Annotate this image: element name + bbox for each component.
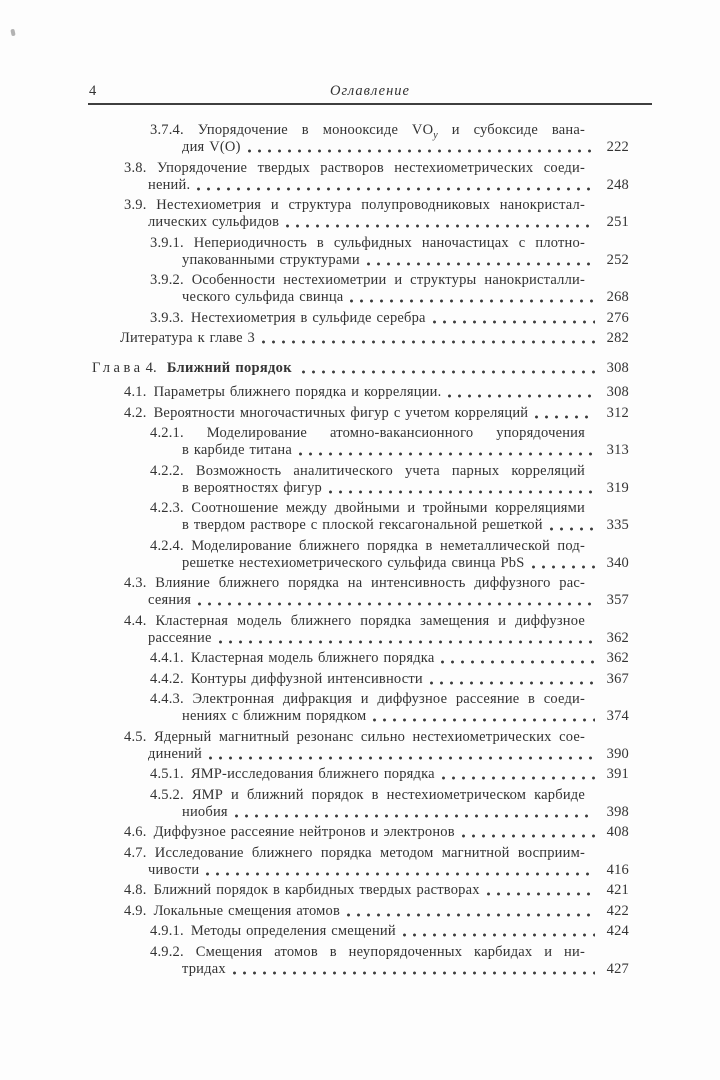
page-ref: 252	[606, 251, 629, 268]
entry-number: 4.9.	[124, 902, 147, 919]
toc-entry-line1	[88, 671, 629, 688]
toc-entry-line2	[88, 961, 629, 978]
chapter-label: Глава	[92, 360, 144, 376]
toc-entry-line1	[88, 766, 629, 783]
dot-leader	[433, 320, 595, 324]
toc-entry	[88, 944, 629, 978]
entry-title: Моделирование ближнего порядка в неметаллической под-	[191, 537, 585, 554]
toc-entry-line2	[88, 480, 629, 497]
toc-entry	[88, 729, 629, 763]
toc-entry-line2	[88, 214, 629, 231]
page-ref: 422	[606, 902, 629, 919]
page-ref: 362	[606, 650, 629, 666]
toc-entry	[88, 845, 629, 879]
toc-entry-line1	[88, 405, 629, 422]
entry-title: Смещения атомов в неупорядоченных карбидах и ни-	[195, 943, 586, 960]
entry-title: ЯМР и ближний порядок в нестехиометрическом карбиде	[191, 786, 585, 803]
dot-leader	[373, 718, 595, 722]
toc-entry-line1	[88, 272, 629, 289]
entry-title: Ядерный магнитный резонанс сильно нестехиометрических сое-	[154, 728, 586, 745]
page-ref: 251	[606, 214, 629, 230]
toc-entry-line2	[88, 252, 629, 269]
dot-leader	[198, 602, 595, 606]
entry-number: 4.1.	[124, 384, 147, 400]
entry-title: Локальные смещения атомов	[153, 902, 340, 919]
page-ref: 362	[606, 629, 629, 646]
entry-number: 4.5.1.	[150, 766, 184, 782]
page-ref: 357	[606, 592, 629, 608]
toc-entry-line1	[88, 729, 629, 746]
toc-entry-line2	[88, 517, 629, 534]
dot-leader	[441, 660, 595, 664]
page-ref: 312	[606, 404, 629, 421]
toc-entry-line1	[88, 923, 629, 940]
entry-title: Ближний порядок в карбидных твердых растворах	[153, 882, 480, 898]
page-ref: 427	[606, 960, 629, 977]
entry-title: ЯМР-исследования ближнего порядка	[190, 766, 435, 782]
entry-title-continuation: дия V(O)	[182, 139, 241, 155]
dot-leader	[462, 834, 595, 838]
dot-leader	[302, 370, 595, 374]
dot-leader	[233, 971, 595, 975]
toc-entry	[88, 405, 629, 422]
scan-artifact	[10, 29, 15, 37]
entry-number: 3.9.3.	[150, 309, 184, 326]
entry-number: 4.2.1.	[150, 425, 184, 441]
page-ref: 340	[606, 554, 629, 571]
entry-number: 4.9.1.	[150, 923, 184, 939]
page-ref: 374	[606, 708, 629, 724]
dot-leader	[209, 756, 595, 760]
page-ref: 308	[606, 384, 629, 400]
toc-entry	[88, 650, 629, 667]
entry-title-continuation: в карбиде титана	[182, 442, 292, 458]
toc-entry	[88, 197, 629, 231]
dot-leader	[487, 892, 595, 896]
entry-title: Контуры диффузной интенсивности	[190, 670, 423, 687]
entry-title: Моделирование атомно-вакансионного упорядочения	[206, 425, 586, 441]
entry-number: 4.9.2.	[150, 943, 184, 960]
entry-number: 4.4.1.	[150, 650, 184, 666]
toc-entry	[88, 272, 629, 306]
toc-entry	[88, 766, 629, 783]
header-page-number: 4	[89, 83, 97, 99]
entry-title-continuation: лических сульфидов	[148, 214, 280, 230]
entry-number: 4.2.4.	[150, 537, 184, 554]
page-ref: 308	[606, 360, 629, 376]
toc-entry	[88, 787, 629, 821]
dot-leader	[350, 299, 595, 303]
dot-leader	[403, 933, 595, 937]
toc-entry-line1	[88, 613, 629, 630]
toc-entry-line1	[88, 824, 629, 841]
toc-entry-line2	[88, 177, 629, 194]
dot-leader	[248, 149, 595, 153]
toc-entry-line1	[88, 330, 629, 347]
toc-entry	[88, 575, 629, 609]
toc-entry	[88, 923, 629, 940]
entry-number: 4.2.3.	[150, 500, 184, 516]
toc-list	[88, 122, 629, 978]
entry-title: Исследование ближнего порядка методом магнитной восприим-	[154, 844, 585, 861]
dot-leader	[442, 776, 595, 780]
entry-title-continuation: сеяния	[148, 592, 192, 608]
dot-leader	[299, 452, 595, 456]
dot-leader	[262, 340, 595, 344]
toc-entry	[88, 384, 629, 401]
toc-entry	[88, 310, 629, 327]
toc-entry-line1	[88, 691, 629, 708]
toc-entry-line2	[88, 555, 629, 572]
dot-leader	[448, 394, 595, 398]
toc-entry-line1	[88, 944, 629, 961]
entry-number: 3.8.	[124, 159, 147, 176]
page-ref: 319	[606, 479, 629, 496]
entry-number: 3.9.	[124, 197, 147, 213]
toc-entry-line1	[88, 787, 629, 804]
page-ref: 416	[606, 861, 629, 878]
entry-title-continuation: ческого сульфида свинца	[182, 289, 344, 305]
toc-entry-line1	[88, 235, 629, 252]
toc-entry	[88, 613, 629, 647]
entry-title: и субоксиде вана-	[451, 122, 585, 138]
dot-leader	[550, 527, 595, 531]
entry-title-continuation: в твердом растворе с плоской гексагональной решеткой	[182, 517, 543, 533]
toc-entry-line1	[88, 384, 629, 401]
page-ref: 268	[606, 289, 629, 305]
page-ref: 222	[606, 139, 629, 155]
dot-leader	[197, 187, 595, 191]
toc-entry-line1	[88, 122, 629, 139]
entry-number: 3.9.1.	[150, 234, 184, 251]
dot-leader	[329, 490, 595, 494]
toc-entry-line1	[88, 463, 629, 480]
toc-entry-line2	[88, 139, 629, 156]
entry-title: Кластерная модель ближнего порядка	[190, 650, 435, 666]
toc-entry	[88, 160, 629, 194]
entry-number: 3.9.2.	[150, 272, 184, 288]
toc-entry-line2	[88, 708, 629, 725]
header-title: Оглавление	[330, 83, 410, 99]
toc-entry-line1	[88, 882, 629, 899]
dot-leader	[206, 872, 595, 876]
toc-entry-line1	[88, 310, 629, 327]
dot-leader	[367, 262, 595, 266]
entry-number: 4.4.	[124, 612, 147, 629]
dot-leader	[235, 814, 595, 818]
toc-entry	[88, 463, 629, 497]
chapter-number: 4.	[145, 360, 157, 376]
toc-entry-line1	[88, 425, 629, 442]
entry-title: Параметры ближнего порядка и корреляции.	[153, 384, 442, 400]
toc-entry	[88, 882, 629, 899]
entry-title: Непериодичность в сульфидных наночастицах с плотно-	[193, 234, 585, 251]
entry-number: 4.7.	[124, 844, 147, 861]
entry-title-continuation: рассеяние	[148, 629, 212, 646]
toc-entry	[88, 691, 629, 725]
toc-entry	[88, 903, 629, 920]
chapter-title: Ближний порядок	[166, 360, 292, 376]
dot-leader	[219, 640, 595, 644]
entry-title-continuation: решетке нестехиометрического сульфида свинца PbS	[182, 554, 525, 571]
toc-entry-line1	[88, 903, 629, 920]
entry-title: Нестехиометрия и структура полупроводниковых нанокристал-	[156, 197, 586, 213]
entry-number: 4.4.3.	[150, 691, 184, 707]
dot-leader	[430, 681, 595, 685]
toc-entry-line2	[88, 862, 629, 879]
entry-number: 4.4.2.	[150, 670, 184, 687]
page-ref: 408	[606, 824, 629, 840]
page-ref: 424	[606, 923, 629, 939]
entry-title-continuation: упакованными структурами	[182, 251, 360, 268]
toc-entry	[88, 538, 629, 572]
entry-title: Диффузное рассеяние нейтронов и электронов	[153, 824, 455, 840]
toc-entry-line1	[88, 500, 629, 517]
page-ref: 398	[606, 803, 629, 820]
toc-entry-line1	[88, 845, 629, 862]
toc-entry-line1	[88, 575, 629, 592]
entry-title: Методы определения смещений	[190, 923, 396, 939]
page-ref: 282	[606, 330, 629, 346]
entry-title: Соотношение между двойными и тройными корреляциями	[191, 500, 585, 516]
entry-title-continuation: чивости	[148, 861, 200, 878]
toc-entry	[88, 235, 629, 269]
toc-entry	[88, 122, 629, 156]
page-ref: 313	[606, 442, 629, 458]
toc-entry-line2	[88, 746, 629, 763]
dot-leader	[347, 913, 595, 917]
toc-entry	[88, 500, 629, 534]
page-ref: 391	[606, 766, 629, 782]
toc-entry	[88, 330, 629, 347]
page-ref: 276	[606, 309, 629, 326]
entry-title: Вероятности многочастичных фигур с учетом корреляций	[153, 404, 529, 421]
page-ref: 367	[606, 670, 629, 687]
toc-entry-line1	[88, 538, 629, 555]
entry-title-continuation: тридах	[182, 960, 226, 977]
entry-number: 3.7.4.	[150, 122, 184, 138]
toc-entry	[88, 671, 629, 688]
page-content	[88, 0, 652, 978]
entry-number: 4.8.	[124, 882, 147, 898]
entry-title-continuation: динений	[148, 745, 203, 762]
page-ref: 421	[606, 882, 629, 898]
dot-leader	[532, 565, 595, 569]
entry-number: 4.5.	[124, 728, 147, 745]
dot-leader	[286, 224, 595, 228]
entry-title: Литература к главе 3	[120, 330, 256, 346]
entry-title-continuation: ниобия	[182, 803, 228, 820]
toc-entry-line2	[88, 804, 629, 821]
entry-title: Упорядочение твердых растворов нестехиометрических соеди-	[156, 159, 585, 176]
toc-entry-line2	[88, 289, 629, 306]
running-header	[88, 83, 652, 105]
entry-title: Возможность аналитического учета парных корреляций	[195, 462, 586, 479]
entry-title: Особенности нестехиометрии и структуры нанокристалли-	[191, 272, 585, 288]
entry-title-continuation: в вероятностях фигур	[182, 479, 322, 496]
entry-title-continuation: нений.	[148, 176, 191, 193]
toc-entry	[88, 824, 629, 841]
toc-entry-line1	[88, 160, 629, 177]
entry-title: Влияние ближнего порядка на интенсивность диффузного рас-	[155, 575, 585, 591]
entry-number: 4.5.2.	[150, 786, 184, 803]
entry-number: 4.2.2.	[150, 462, 184, 479]
entry-title: Электронная дифракция и диффузное рассеяние в соеди-	[192, 691, 586, 707]
toc-entry-line1	[88, 197, 629, 214]
page-ref: 335	[606, 517, 629, 533]
entry-number: 4.3.	[124, 575, 147, 591]
entry-title-continuation: нениях с ближним порядком	[182, 708, 367, 724]
page-ref: 248	[606, 176, 629, 193]
entry-title: Нестехиометрия в сульфиде серебра	[190, 309, 426, 326]
entry-title: Упорядочение в монооксиде VO	[197, 122, 434, 138]
toc-entry-line1	[88, 650, 629, 667]
entry-number: 4.6.	[124, 824, 147, 840]
toc-entry-line2	[88, 630, 629, 647]
toc-entry-line2	[88, 592, 629, 609]
page-ref: 390	[606, 745, 629, 762]
subscript-y: y	[433, 129, 438, 141]
toc-entry	[88, 425, 629, 459]
dot-leader	[535, 415, 595, 419]
entry-number: 4.2.	[124, 404, 147, 421]
entry-title: Кластерная модель ближнего порядка замещения и диффузное	[155, 612, 586, 629]
toc-entry-line2	[88, 442, 629, 459]
toc-entry-chapter	[88, 360, 629, 377]
